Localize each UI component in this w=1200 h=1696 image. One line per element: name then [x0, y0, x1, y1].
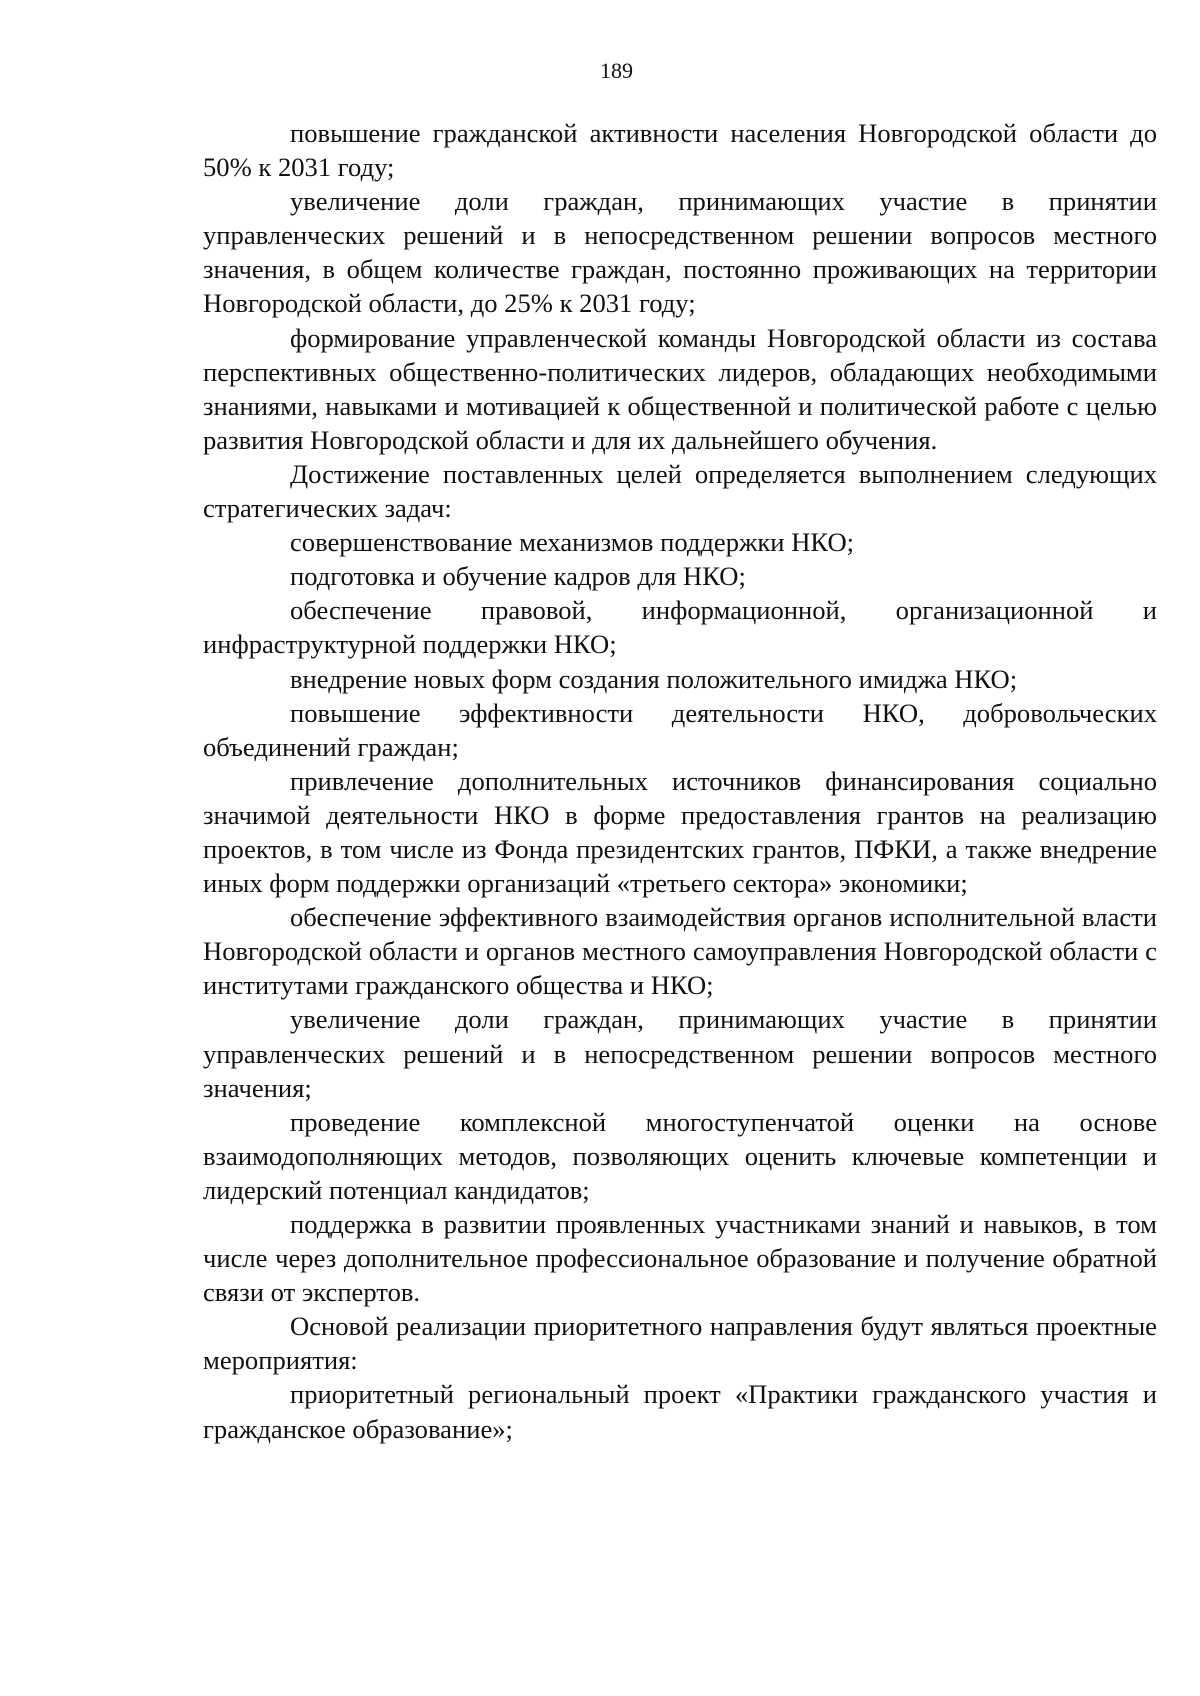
paragraph-implementation-basis: Основой реализации приоритетного направления будут являться проектные мероприятия:	[203, 1311, 1157, 1376]
page-number: 189	[600, 58, 633, 83]
paragraph-civic-activity-goal: повышение гражданской активности населения Новгородской области до 50% к 2031 году;	[203, 118, 1157, 183]
paragraph-task-staff-training: подготовка и обучение кадров для НКО;	[290, 561, 746, 592]
paragraph-task-funding: привлечение дополнительных источников финансирования социально значимой деятельности НКО в форме предоставления грантов на реализацию проектов, в том числе из Фонда президентских грантов, ПФКИ, а также внедрение иных форм поддержки организаций «третьего сектора» экономики;	[203, 765, 1157, 899]
paragraph-participation-share-goal: увеличение доли граждан, принимающих участие в принятии управленческих решений и в непосредственном решении вопросов местного значения, в общем количестве граждан, постоянно проживающих на территории Новгородской области, до 25% к 2031 году;	[203, 186, 1157, 319]
paragraph-task-positive-image: внедрение новых форм создания положительного имиджа НКО;	[290, 663, 1018, 694]
paragraph-task-support-mechanisms: совершенствование механизмов поддержки НКО;	[290, 527, 855, 558]
paragraph-priority-project: приоритетный региональный проект «Практики гражданского участия и гражданское образование»;	[203, 1379, 1157, 1444]
document-body	[203, 116, 1157, 1446]
paragraph-task-assessment: проведение комплексной многоступенчатой оценки на основе взаимодополняющих методов, позволяющих оценить ключевые компетенции и лидерский потенциал кандидатов;	[203, 1106, 1157, 1205]
paragraph-task-legal-support: обеспечение правовой, информационной, организационной и инфраструктурной поддержки НКО;	[203, 595, 1157, 660]
paragraph-task-development: поддержка в развитии проявленных участниками знаний и навыков, в том числе через дополнительное профессиональное образование и получение обратной связи от экспертов.	[203, 1209, 1157, 1308]
paragraph-tasks-intro: Достижение поставленных целей определяется выполнением следующих стратегических задач:	[203, 458, 1157, 524]
paragraph-task-interaction: обеспечение эффективного взаимодействия органов исполнительной власти Новгородской области и органов местного самоуправления Новгородской области с институтами гражданского общества и НКО;	[203, 902, 1157, 1001]
paragraph-management-team-goal: формирование управленческой команды Новгородской области из состава перспективных общественно-политических лидеров, обладающих необходимыми знаниями, навыками и мотивацией к общественной и политической работе с целью развития Новгородской области и для их дальнейшего обучения.	[203, 322, 1157, 455]
paragraph-task-participation: увеличение доли граждан, принимающих участие в принятии управленческих решений и в непосредственном решении вопросов местного значения;	[203, 1004, 1157, 1103]
paragraph-task-efficiency: повышение эффективности деятельности НКО, добровольческих объединений граждан;	[203, 697, 1157, 762]
